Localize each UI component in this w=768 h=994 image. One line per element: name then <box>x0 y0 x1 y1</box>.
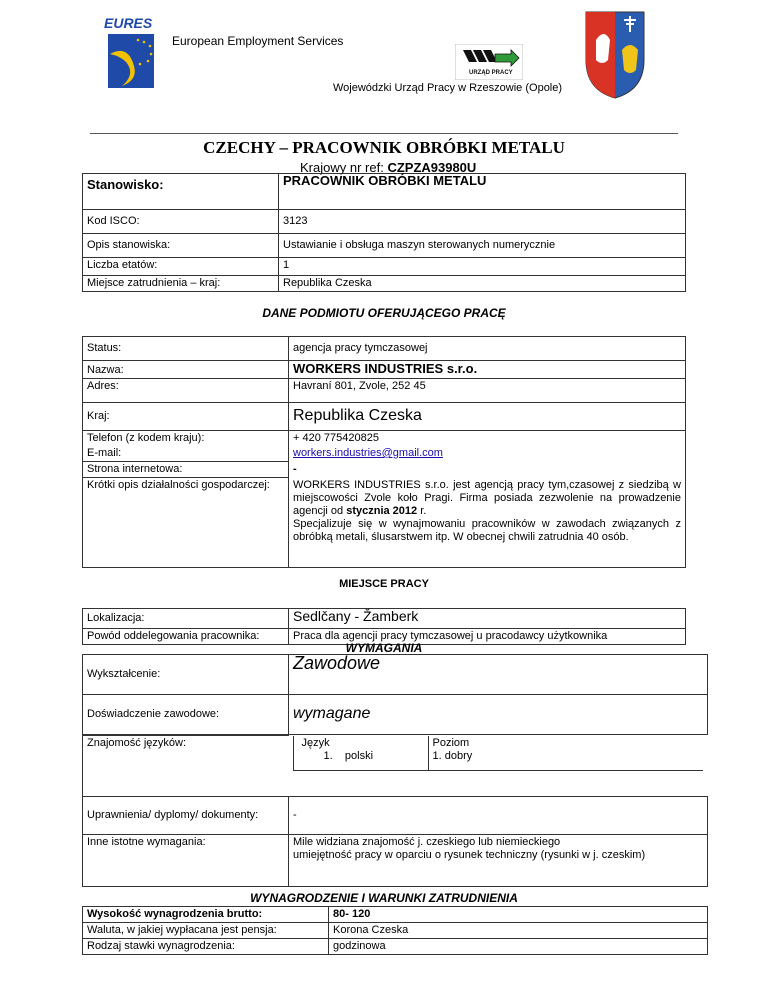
place-label: Miejsce zatrudnienia – kraj: <box>83 276 279 292</box>
reason-label: Powód oddelegowania pracownika: <box>83 629 289 645</box>
urzad-pracy-logo <box>455 44 523 80</box>
other-req-table <box>82 796 708 887</box>
country-label: Kraj: <box>83 403 289 431</box>
salary-table <box>82 906 708 955</box>
cert-label: Uprawnienia/ dyplomy/ dokumenty: <box>83 797 289 835</box>
other-label: Inne istotne wymagania: <box>83 835 289 887</box>
location-label: Lokalizacja: <box>83 609 289 629</box>
lang-row-level: 1. dobry <box>432 749 473 762</box>
position-value: PRACOWNIK OBRÓBKI METALU <box>279 174 686 210</box>
lang-grid <box>289 736 709 796</box>
salary-section-title: WYNAGRODZENIE I WARUNKI ZATRUDNIENIA <box>250 891 518 905</box>
org-name: European Employment Services <box>172 34 344 48</box>
other-value: Mile widziana znajomość j. czeskiego lub niemieckiego umiejętność pracy w oparciu o rysunek techniczny (rysunki w j. czeskim) <box>289 835 708 887</box>
eures-logo-text: EURES <box>104 15 153 31</box>
workplace-section-title: MIEJSCE PRACY <box>339 578 429 590</box>
location-value: Sedlčany - Žamberk <box>289 609 686 629</box>
name-value: WORKERS INDUSTRIES s.r.o. <box>289 361 686 379</box>
requirements-table <box>82 654 708 735</box>
address-label: Adres: <box>83 379 289 403</box>
lang-row-language: 1. polski <box>323 749 374 762</box>
country-value: Republika Czeska <box>289 403 686 431</box>
job-table <box>82 173 686 292</box>
ref-value: CZPZA93980U <box>387 160 477 175</box>
desc-value: Ustawianie i obsługa maszyn sterowanych numerycznie <box>279 234 686 258</box>
phone-label: Telefon (z kodem kraju): <box>83 431 289 447</box>
requirements-section-title: WYMAGANIA <box>345 641 423 655</box>
email-value[interactable] <box>289 446 686 462</box>
isco-label: Kod ISCO: <box>83 210 279 234</box>
reason-value: Praca dla agencji pracy tymczasowej u pracodawcy użytkownika <box>289 629 686 645</box>
office-name: Wojewódzki Urząd Pracy w Rzeszowie (Opole) <box>333 82 563 94</box>
name-label: Nazwa: <box>83 361 289 379</box>
eures-logo <box>100 14 160 94</box>
currency-label: Waluta, w jakiej wypłacana jest pensja: <box>83 923 329 939</box>
ref-label: Krajowy nr ref: <box>300 160 384 175</box>
place-value: Republika Czeska <box>279 276 686 292</box>
edu-value: Zawodowe <box>289 655 708 695</box>
urzad-logo-text: URZĄD PRACY <box>469 70 513 76</box>
edu-label: Wykształcenie: <box>83 655 289 695</box>
about-label: Krótki opis działalności gospodarczej: <box>83 478 289 568</box>
status-value: agencja pracy tymczasowej <box>289 337 686 361</box>
lang-label: Znajomość języków: <box>83 736 289 796</box>
page-title: CZECHY – PRACOWNIK OBRÓBKI METALU <box>203 138 565 157</box>
phone-value: + 420 775420825 <box>289 431 686 447</box>
status-label: Status: <box>83 337 289 361</box>
web-value: - <box>289 462 686 478</box>
lang-col-language: Język <box>301 736 330 749</box>
gross-value: 80- 120 <box>329 907 708 923</box>
gross-label: Wysokość wynagrodzenia brutto: <box>83 907 329 923</box>
position-label: Stanowisko: <box>83 174 279 210</box>
count-label: Liczba etatów: <box>83 258 279 276</box>
currency-value: Korona Czeska <box>329 923 708 939</box>
divider <box>90 133 678 134</box>
cert-value: - <box>289 797 708 835</box>
rate-label: Rodzaj stawki wynagrodzenia: <box>83 939 329 955</box>
coat-of-arms-icon <box>584 10 646 100</box>
about-value: WORKERS INDUSTRIES s.r.o. jest agencją pracy tym,czasowej z siedzibą w miejscowości Zvole koło Pragi. Firma posiada zezwolenie na prowadzenie agencji od stycznia 2012 r. Specjalizuje się w wynajmowaniu pracowników w zawodach związanych z obróbką metali, ślusarstwem itp. W obecnej chwili zatrudnia 40 osób. <box>289 478 686 568</box>
count-value: 1 <box>279 258 686 276</box>
lang-col-level: Poziom <box>432 736 470 749</box>
address-value: Havraní 801, Zvole, 252 45 <box>289 379 686 403</box>
employer-section-title: DANE PODMIOTU OFERUJĄCEGO PRACĘ <box>262 306 506 320</box>
employer-table <box>82 336 686 568</box>
email-link[interactable]: workers.industries@gmail.com <box>293 447 443 459</box>
rate-value: godzinowa <box>329 939 708 955</box>
email-label: E-mail: <box>83 446 289 462</box>
desc-label: Opis stanowiska: <box>83 234 279 258</box>
exp-label: Doświadczenie zawodowe: <box>83 695 289 735</box>
isco-value: 3123 <box>279 210 686 234</box>
exp-value: wymagane <box>289 695 708 735</box>
web-label: Strona internetowa: <box>83 462 289 478</box>
workplace-table <box>82 608 686 645</box>
languages-table <box>82 735 708 796</box>
